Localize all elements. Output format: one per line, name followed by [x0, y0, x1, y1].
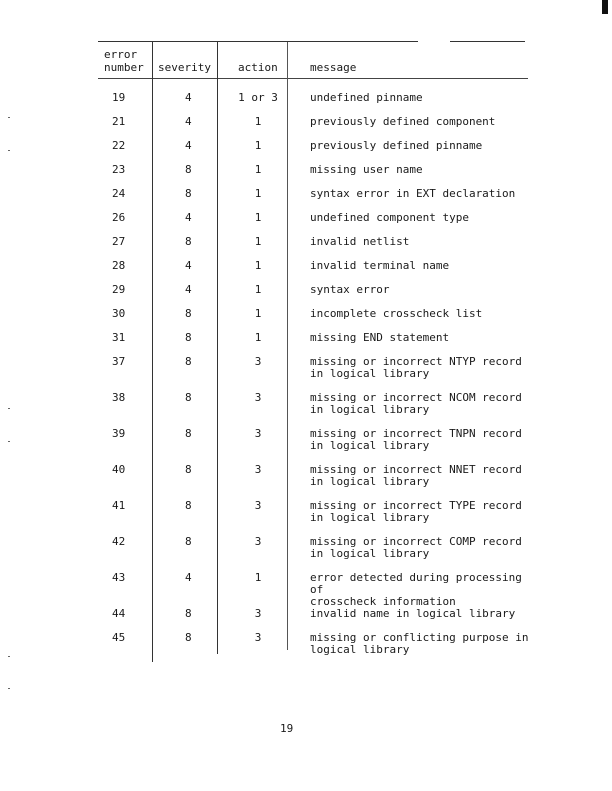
cell-message: missing or incorrect NCOM record in logical library [310, 391, 522, 416]
cell-error-number: 40 [112, 463, 126, 476]
cell-severity: 8 [185, 307, 192, 320]
table-row [98, 260, 528, 284]
cell-message: missing or incorrect NTYP record in logical library [310, 355, 522, 380]
cell-severity: 4 [185, 571, 192, 584]
scan-speck [8, 117, 10, 118]
cell-message: undefined pinname [310, 91, 423, 104]
cell-action: 1 [254, 139, 262, 152]
cell-severity: 8 [185, 355, 192, 368]
cell-action: 1 [254, 571, 262, 584]
cell-error-number: 38 [112, 391, 126, 404]
table-row [98, 500, 528, 536]
cell-error-number: 21 [112, 115, 126, 128]
cell-error-number: 24 [112, 187, 126, 200]
cell-action: 3 [254, 535, 262, 548]
header-error-number: error number [104, 48, 144, 74]
cell-message: missing or incorrect TNPN record in logical library [310, 427, 522, 452]
table-row [98, 188, 528, 212]
cell-error-number: 26 [112, 211, 126, 224]
cell-severity: 8 [185, 463, 192, 476]
cell-error-number: 22 [112, 139, 126, 152]
cell-severity: 8 [185, 187, 192, 200]
cell-message: error detected during processing of crosscheck information [310, 571, 522, 608]
cell-error-number: 31 [112, 331, 126, 344]
error-table-body [98, 92, 528, 668]
table-row [98, 428, 528, 464]
cell-action: 1 [254, 115, 262, 128]
cell-action: 3 [254, 499, 262, 512]
cell-severity: 8 [185, 607, 192, 620]
cell-message: previously defined pinname [310, 139, 483, 152]
cell-error-number: 19 [112, 91, 126, 104]
cell-error-number: 41 [112, 499, 126, 512]
cell-action: 1 [254, 283, 262, 296]
cell-message: syntax error in EXT declaration [310, 187, 516, 200]
cell-severity: 8 [185, 331, 192, 344]
cell-error-number: 37 [112, 355, 126, 368]
cell-message: incomplete crosscheck list [310, 307, 483, 320]
table-row [98, 164, 528, 188]
cell-message: missing END statement [310, 331, 450, 344]
header-action: action [238, 61, 278, 74]
scan-speck [8, 441, 10, 442]
cell-severity: 8 [185, 427, 192, 440]
scan-speck [8, 688, 10, 689]
cell-action: 1 [254, 235, 262, 248]
cell-error-number: 23 [112, 163, 126, 176]
page-number: 19 [280, 722, 294, 735]
cell-action: 1 [254, 259, 262, 272]
table-row [98, 332, 528, 356]
cell-severity: 8 [185, 535, 192, 548]
cell-action: 1 or 3 [238, 91, 278, 104]
table-row [98, 392, 528, 428]
cell-action: 3 [254, 463, 262, 476]
cell-error-number: 39 [112, 427, 126, 440]
cell-message: invalid name in logical library [310, 607, 516, 620]
cell-severity: 4 [185, 115, 192, 128]
cell-message: missing or incorrect NNET record in logical library [310, 463, 522, 488]
cell-severity: 4 [185, 139, 192, 152]
cell-severity: 4 [185, 211, 192, 224]
cell-severity: 4 [185, 283, 192, 296]
cell-error-number: 42 [112, 535, 126, 548]
table-row [98, 608, 528, 632]
cell-message: missing user name [310, 163, 423, 176]
cell-message: previously defined component [310, 115, 496, 128]
table-row [98, 464, 528, 500]
cell-action: 3 [254, 355, 262, 368]
cell-error-number: 29 [112, 283, 126, 296]
table-row [98, 284, 528, 308]
cell-severity: 4 [185, 259, 192, 272]
table-row [98, 536, 528, 572]
cell-severity: 8 [185, 499, 192, 512]
cell-action: 3 [254, 427, 262, 440]
table-row [98, 212, 528, 236]
table-row [98, 236, 528, 260]
table-row [98, 92, 528, 116]
scan-mark [602, 0, 608, 14]
scan-speck [8, 150, 10, 151]
cell-action: 1 [254, 163, 262, 176]
cell-error-number: 45 [112, 631, 126, 644]
cell-action: 3 [254, 631, 262, 644]
cell-message: invalid terminal name [310, 259, 450, 272]
cell-message: syntax error [310, 283, 390, 296]
scan-speck [8, 408, 10, 409]
cell-error-number: 30 [112, 307, 126, 320]
table-row [98, 632, 528, 668]
cell-severity: 4 [185, 91, 192, 104]
scan-speck [8, 656, 10, 657]
cell-severity: 8 [185, 163, 192, 176]
table-row [98, 356, 528, 392]
cell-message: missing or incorrect COMP record in logical library [310, 535, 522, 560]
cell-message: missing or incorrect TYPE record in logical library [310, 499, 522, 524]
cell-action: 1 [254, 331, 262, 344]
cell-action: 1 [254, 211, 262, 224]
cell-severity: 8 [185, 631, 192, 644]
cell-message: invalid netlist [310, 235, 410, 248]
cell-error-number: 28 [112, 259, 126, 272]
table-row [98, 140, 528, 164]
cell-error-number: 27 [112, 235, 126, 248]
cell-message: undefined component type [310, 211, 469, 224]
header-message: message [310, 61, 357, 74]
cell-action: 3 [254, 607, 262, 620]
cell-severity: 8 [185, 391, 192, 404]
cell-action: 1 [254, 307, 262, 320]
cell-action: 1 [254, 187, 262, 200]
header-severity: severity [158, 61, 211, 74]
table-row [98, 116, 528, 140]
table-row [98, 308, 528, 332]
table-row [98, 572, 528, 608]
cell-error-number: 43 [112, 571, 126, 584]
cell-message: missing or conflicting purpose in logical library [310, 631, 529, 656]
cell-severity: 8 [185, 235, 192, 248]
cell-error-number: 44 [112, 607, 126, 620]
cell-action: 3 [254, 391, 262, 404]
